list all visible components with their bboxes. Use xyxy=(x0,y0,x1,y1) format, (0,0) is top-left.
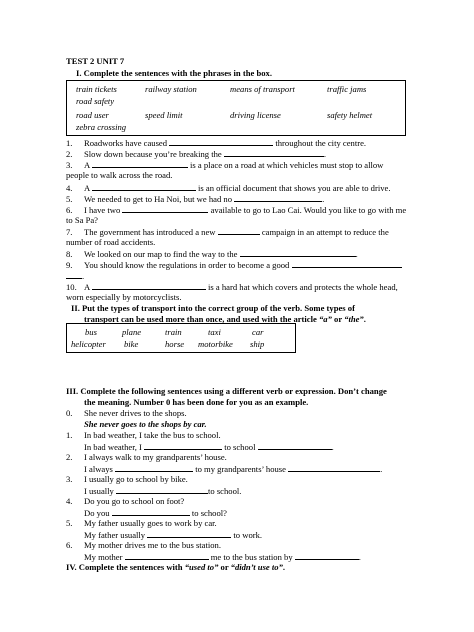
answer-blank[interactable] xyxy=(125,551,209,560)
exercise-item: 7. The government has introduced a new campaign in an attempt to reduce the xyxy=(66,227,389,237)
answer-blank[interactable] xyxy=(115,463,193,472)
answer-blank[interactable] xyxy=(92,182,196,191)
answer-blank[interactable] xyxy=(288,463,380,472)
rewrite-question: 4. Do you go to school on foot? xyxy=(66,496,185,506)
item-continuation: number of road accidents. xyxy=(66,237,156,247)
exercise-item: 3. A is a place on a road at which vehicles must stop to allow xyxy=(66,160,384,170)
item-continuation: to Sa Pa? xyxy=(66,215,98,225)
rewrite-answer: I always to my grandparents’ house . xyxy=(84,464,383,474)
phrase-box xyxy=(66,80,406,136)
part2-heading-line1: II. Put the types of transport into the correct group of the verb. Some types of xyxy=(71,303,355,313)
phrase: traffic jams xyxy=(327,84,367,94)
transport-word: horse xyxy=(165,339,185,349)
answer-blank-continued[interactable] xyxy=(66,270,82,279)
rewrite-answer: Do you to school? xyxy=(84,508,227,518)
item-continuation: people to walk across the road. xyxy=(66,170,173,180)
answer-blank[interactable] xyxy=(92,281,206,290)
transport-box xyxy=(66,323,296,353)
transport-word: bus xyxy=(85,327,97,337)
phrase: means of transport xyxy=(230,84,295,94)
part2-heading-line2: transport can be used more than once, and used with the article “a” or “the”. xyxy=(84,314,366,324)
rewrite-answer: My mother me to the bus station by . xyxy=(84,552,361,562)
phrase: speed limit xyxy=(145,110,183,120)
phrase: road safety xyxy=(76,96,115,106)
answer-blank[interactable] xyxy=(258,441,332,450)
rewrite-answer: In bad weather, I to school . xyxy=(84,442,334,452)
answer-blank[interactable] xyxy=(234,193,322,202)
part4-heading: IV. Complete the sentences with “used to” or “didn’t use to”. xyxy=(66,562,286,572)
answer-blank[interactable] xyxy=(147,529,231,538)
transport-word: plane xyxy=(122,327,142,337)
answer-blank[interactable] xyxy=(116,485,208,494)
rewrite-question: 6. My mother drives me to the bus station. xyxy=(66,540,222,550)
exercise-item: 9. You should know the regulations in order to become a good xyxy=(66,259,402,270)
rewrite-question: 1. In bad weather, I take the bus to school. xyxy=(66,430,221,440)
answer-blank[interactable] xyxy=(169,137,273,146)
answer-blank[interactable] xyxy=(144,441,222,450)
exercise-item: 5. We needed to get to Ha Noi, but we had no . xyxy=(66,194,325,204)
answer-blank[interactable] xyxy=(218,226,260,235)
answer-blank[interactable] xyxy=(295,551,359,560)
phrase: zebra crossing xyxy=(76,122,127,132)
rewrite-answer: I usually to school. xyxy=(84,486,242,496)
answer-blank[interactable] xyxy=(112,507,190,516)
rewrite-question: 3. I usually go to school by bike. xyxy=(66,474,188,484)
transport-word: motorbike xyxy=(198,339,233,349)
transport-word: train xyxy=(165,327,182,337)
phrase: train tickets xyxy=(76,84,117,94)
page-title: TEST 2 UNIT 7 xyxy=(66,56,125,66)
exercise-item: 8. We looked on our map to find the way to the . xyxy=(66,249,358,259)
transport-word: bike xyxy=(124,339,139,349)
exercise-item: 1. Roadworks have caused throughout the city centre. xyxy=(66,138,367,148)
answer-blank[interactable] xyxy=(224,148,324,157)
answer-blank[interactable] xyxy=(92,159,188,168)
answer-blank[interactable] xyxy=(240,248,356,257)
part3-heading-line1: III. Complete the following sentences using a different verb or expression. Don’t change xyxy=(66,386,387,396)
exercise-item: 6. I have two available to go to Lao Cai. Would you like to go with me xyxy=(66,205,407,215)
phrase: road user xyxy=(76,110,109,120)
transport-word: car xyxy=(252,327,264,337)
example-answer: She never goes to the shops by car. xyxy=(84,419,207,429)
phrase: railway station xyxy=(145,84,197,94)
answer-blank[interactable] xyxy=(292,259,402,268)
transport-word: ship xyxy=(250,339,265,349)
exercise-item: 4. A is an official document that shows you are able to drive. xyxy=(66,183,391,193)
transport-word: helicopter xyxy=(71,339,106,349)
answer-blank[interactable] xyxy=(122,204,208,213)
phrase: driving license xyxy=(230,110,281,120)
transport-word: taxi xyxy=(208,327,221,337)
example-question: 0. She never drives to the shops. xyxy=(66,408,187,418)
part3-heading-line2: the meaning. Number 0 has been done for you as an example. xyxy=(84,397,309,407)
exercise-item: 10. A is a hard hat which covers and protects the whole head, xyxy=(66,282,398,292)
item-continuation: worn especially by motorcyclists. xyxy=(66,292,182,302)
rewrite-answer: My father usually to work. xyxy=(84,530,263,540)
rewrite-question: 2. I always walk to my grandparents’ house. xyxy=(66,452,227,462)
rewrite-question: 5. My father usually goes to work by car. xyxy=(66,518,217,528)
phrase: safety helmet xyxy=(327,110,373,120)
part1-heading: I. Complete the sentences with the phrases in the box. xyxy=(76,68,272,78)
exercise-item: 2. Slow down because you’re breaking the . xyxy=(66,149,327,159)
item-continuation: . xyxy=(66,270,84,281)
